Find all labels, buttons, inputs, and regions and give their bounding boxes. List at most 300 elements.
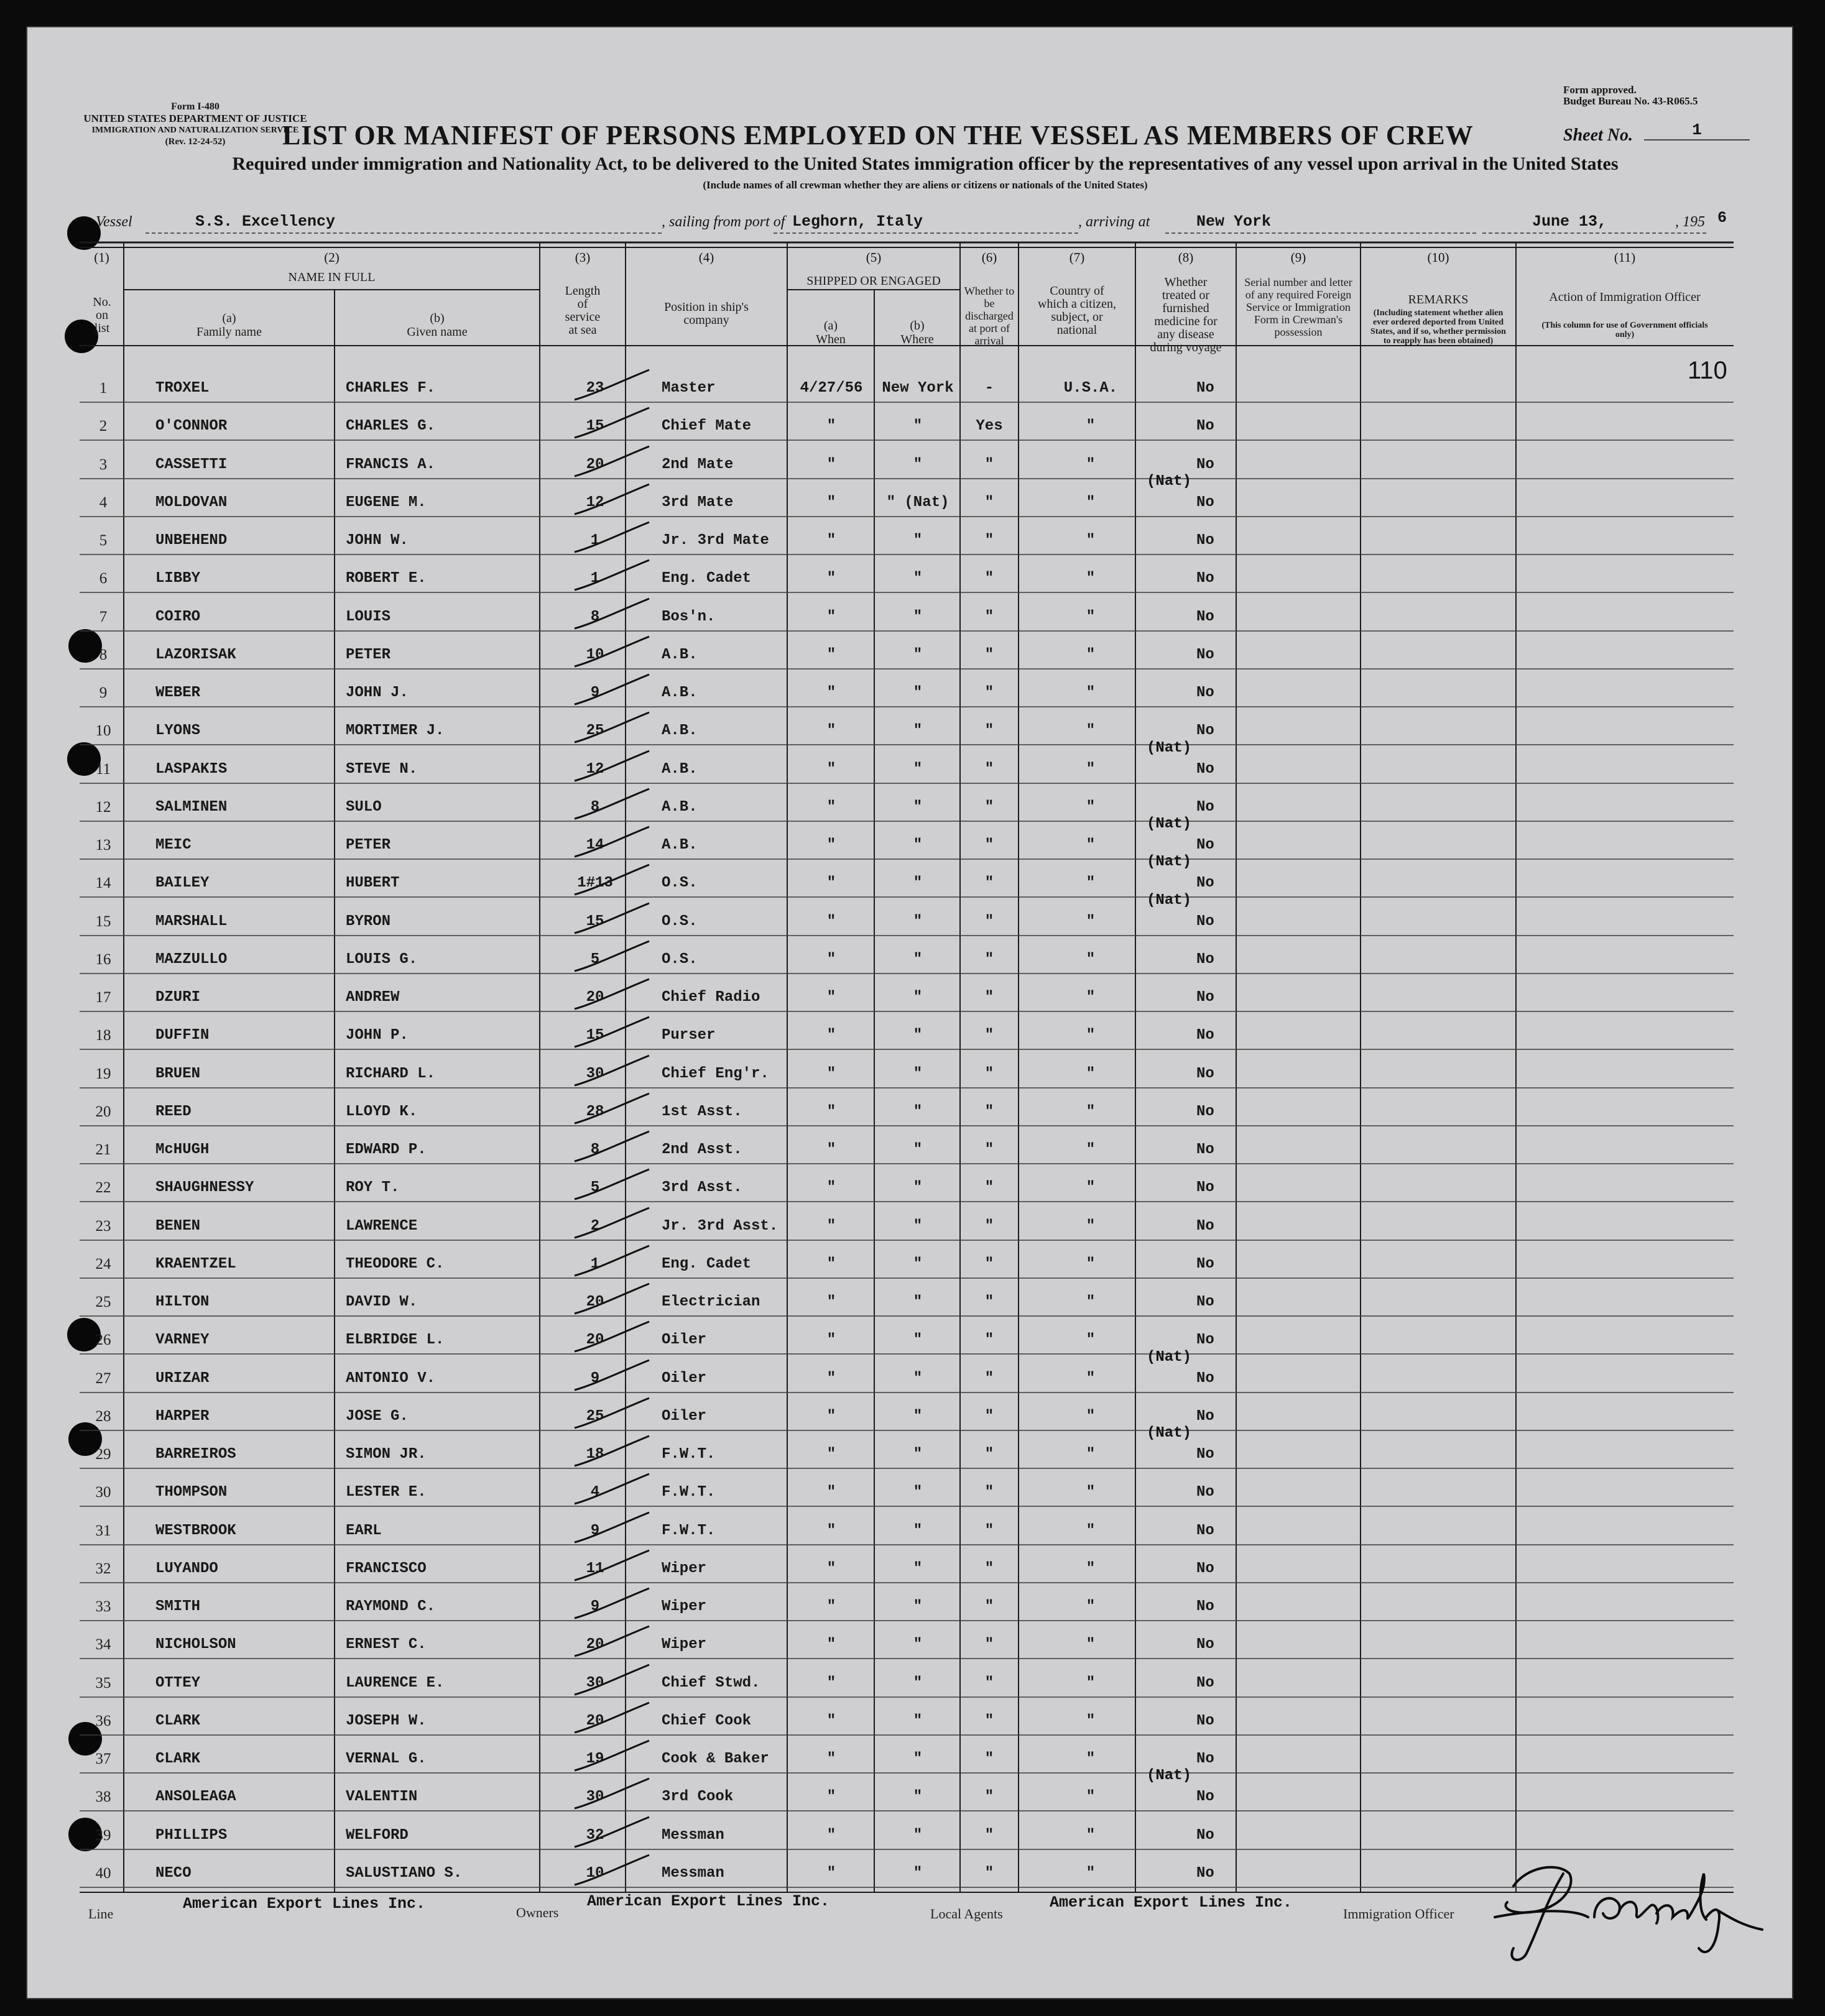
- service-years: 1: [590, 570, 600, 587]
- discharge: ": [984, 1788, 994, 1805]
- medicine: No: [1196, 1141, 1214, 1158]
- col-number: (11): [1614, 250, 1636, 265]
- country: ": [1086, 1027, 1096, 1044]
- country: ": [1086, 1332, 1096, 1348]
- row-number: 4: [99, 494, 108, 511]
- given-name: MORTIMER J.: [346, 722, 445, 739]
- shipped-where: ": [913, 532, 923, 549]
- given-name: STEVE N.: [346, 761, 418, 778]
- shipped-when: ": [826, 1027, 836, 1044]
- service-years: 20: [586, 456, 604, 473]
- service-years: 15: [586, 913, 604, 930]
- country: ": [1086, 1256, 1096, 1273]
- shipped-when: ": [826, 1675, 836, 1692]
- country: ": [1086, 1865, 1096, 1882]
- given-name: SIMON JR.: [346, 1446, 427, 1463]
- family-name: LYONS: [155, 722, 201, 739]
- given-name: ROBERT E.: [346, 570, 427, 587]
- discharge: ": [984, 647, 994, 663]
- year-digit: 6: [1717, 209, 1727, 227]
- given-name: EUGENE M.: [346, 494, 427, 511]
- shipped-where: ": [913, 1827, 923, 1844]
- family-name: LAZORISAK: [155, 647, 236, 663]
- row-number: 17: [95, 989, 111, 1006]
- header-country: Country of which a citizen, subject, or national: [1037, 284, 1117, 337]
- shipped-when: ": [826, 1598, 836, 1615]
- approved-line: Form approved.: [1563, 84, 1637, 96]
- discharge: ": [984, 1865, 994, 1882]
- family-name: CLARK: [155, 1751, 201, 1767]
- shipped-where: ": [913, 1066, 923, 1082]
- shipped-where: ": [913, 875, 923, 891]
- medicine: No: [1196, 1522, 1214, 1539]
- form-number: Form I-480: [171, 101, 219, 112]
- row-number: 12: [95, 799, 111, 816]
- medicine: No: [1196, 837, 1214, 854]
- family-name: DZURI: [155, 989, 201, 1006]
- col-number: (9): [1290, 250, 1306, 265]
- medicine: No: [1196, 913, 1214, 930]
- country: ": [1086, 1675, 1096, 1692]
- service-years: 5: [590, 951, 600, 968]
- country: ": [1086, 1103, 1096, 1120]
- medicine: No: [1196, 494, 1214, 511]
- discharge: ": [984, 1141, 994, 1158]
- given-name: PETER: [346, 647, 391, 663]
- family-name: SHAUGHNESSY: [155, 1179, 254, 1196]
- document-title: LIST OR MANIFEST OF PERSONS EMPLOYED ON THE VESSEL AS MEMBERS OF CREW: [282, 120, 1474, 150]
- row-number: 30: [95, 1484, 111, 1501]
- given-name: JOSEPH W.: [346, 1713, 427, 1729]
- discharge: -: [984, 380, 994, 397]
- shipped-where: ": [913, 1484, 923, 1501]
- row-number: 16: [95, 951, 111, 968]
- shipped-when: ": [826, 532, 836, 549]
- position: Chief Stwd.: [662, 1675, 760, 1692]
- medicine: No: [1196, 1218, 1214, 1235]
- given-name: THEODORE C.: [346, 1256, 445, 1273]
- medicine: No: [1196, 1179, 1214, 1196]
- discharge: ": [984, 1179, 994, 1196]
- country: ": [1086, 1294, 1096, 1310]
- family-name: LIBBY: [155, 570, 201, 587]
- shipped-when: ": [826, 456, 836, 473]
- country: ": [1086, 761, 1096, 778]
- row-number: 6: [99, 570, 108, 587]
- col-number: (4): [698, 250, 714, 265]
- header-5b: (b): [910, 319, 925, 333]
- given-name: ERNEST C.: [346, 1636, 427, 1653]
- manifest-sheet: [27, 27, 1792, 1998]
- medicine: No: [1196, 1598, 1214, 1615]
- col-number: (7): [1069, 250, 1085, 265]
- header-2b: (b): [430, 311, 445, 325]
- service-years: 32: [586, 1827, 604, 1844]
- family-name: LASPAKIS: [155, 761, 228, 778]
- shipped-when: ": [826, 1522, 836, 1539]
- given-name: JOSE G.: [346, 1408, 409, 1425]
- family-name: CLARK: [155, 1713, 201, 1729]
- row-number: 5: [99, 532, 108, 549]
- given-name: LESTER E.: [346, 1484, 427, 1501]
- row-number: 27: [95, 1370, 111, 1387]
- service-years: 9: [590, 1598, 600, 1615]
- shipped-when: ": [826, 1370, 836, 1387]
- medicine: No: [1196, 684, 1214, 701]
- discharge: ": [984, 1598, 994, 1615]
- family-name: SMITH: [155, 1598, 201, 1615]
- discharge: ": [984, 875, 994, 891]
- shipped-when: ": [826, 684, 836, 701]
- row-number: 10: [95, 722, 111, 739]
- row-number: 28: [95, 1408, 111, 1425]
- shipped-when: ": [826, 722, 836, 739]
- shipped-when: ": [826, 1141, 836, 1158]
- departure-port: Leghorn, Italy: [792, 213, 923, 231]
- line-label: Line: [88, 1906, 114, 1922]
- country: ": [1086, 1636, 1096, 1653]
- discharge: ": [984, 1446, 994, 1463]
- discharge: ": [984, 532, 994, 549]
- given-name: ANTONIO V.: [346, 1370, 436, 1387]
- line-value: American Export Lines Inc.: [183, 1895, 426, 1913]
- country: ": [1086, 989, 1096, 1006]
- row-number: 19: [95, 1066, 111, 1082]
- row-number: 39: [95, 1827, 111, 1844]
- medicine: No: [1196, 1103, 1214, 1120]
- shipped-when: ": [826, 1827, 836, 1844]
- country: ": [1086, 1827, 1096, 1844]
- row-number: 23: [95, 1218, 111, 1235]
- shipped-where: ": [913, 684, 923, 701]
- family-name: BARREIROS: [155, 1446, 236, 1463]
- position: Bos'n.: [662, 609, 716, 625]
- shipped-when: ": [826, 837, 836, 854]
- medicine: No: [1196, 1027, 1214, 1044]
- position: A.B.: [662, 799, 698, 816]
- shipped-where: ": [913, 1751, 923, 1767]
- shipped-where: New York: [882, 380, 954, 397]
- family-name: TROXEL: [155, 380, 210, 397]
- col-number: (2): [324, 250, 340, 265]
- given-name: RICHARD L.: [346, 1066, 436, 1082]
- position: 1st Asst.: [662, 1103, 742, 1120]
- family-name: UNBEHEND: [155, 532, 228, 549]
- given-name: EARL: [346, 1522, 382, 1539]
- country: ": [1086, 799, 1096, 816]
- shipped-when: ": [826, 799, 836, 816]
- position: F.W.T.: [662, 1484, 716, 1501]
- discharge: ": [984, 1103, 994, 1120]
- shipped-where: ": [913, 1522, 923, 1539]
- family-name: McHUGH: [155, 1141, 210, 1158]
- naturalized-note: (Nat): [1147, 816, 1192, 832]
- medicine: No: [1196, 1294, 1214, 1310]
- given-name: ANDREW: [346, 989, 400, 1006]
- shipped-where: ": [913, 951, 923, 968]
- discharge: ": [984, 1066, 994, 1082]
- service-years: 2: [590, 1218, 600, 1235]
- shipped-where: ": [913, 1446, 923, 1463]
- discharge: ": [984, 456, 994, 473]
- shipped-where: ": [913, 1218, 923, 1235]
- given-name: HUBERT: [346, 875, 400, 891]
- discharge: ": [984, 1218, 994, 1235]
- medicine: No: [1196, 1788, 1214, 1805]
- shipped-where: " (Nat): [886, 494, 949, 511]
- row-number: 22: [95, 1179, 111, 1196]
- arriving-label: , arriving at: [1078, 214, 1150, 230]
- service-years: 11: [586, 1560, 604, 1577]
- discharge: Yes: [976, 418, 1003, 435]
- naturalized-note: (Nat): [1147, 473, 1192, 490]
- given-name: VERNAL G.: [346, 1751, 427, 1767]
- country: ": [1086, 684, 1096, 701]
- position: Messman: [662, 1827, 724, 1844]
- service-years: 20: [586, 1294, 604, 1310]
- arrival-port: New York: [1196, 213, 1272, 231]
- service-years: 20: [586, 989, 604, 1006]
- shipped-where: ": [913, 609, 923, 625]
- shipped-when: ": [826, 1179, 836, 1196]
- country: ": [1086, 1598, 1096, 1615]
- service-years: 25: [586, 722, 604, 739]
- service-years: 30: [586, 1788, 604, 1805]
- family-name: MOLDOVAN: [155, 494, 228, 511]
- local-agents-value: American Export Lines Inc.: [1050, 1894, 1293, 1912]
- sailing-label: , sailing from port of: [662, 214, 785, 230]
- header-action-of-officer: Action of Immigration Officer: [1549, 290, 1701, 304]
- service-years: 15: [586, 418, 604, 435]
- country: ": [1086, 1484, 1096, 1501]
- shipped-where: ": [913, 1865, 923, 1882]
- shipped-where: ": [913, 1256, 923, 1273]
- given-name: LOUIS G.: [346, 951, 418, 968]
- document-subtitle: Required under immigration and Nationality Act, to be delivered to the United States immigration officer by the representatives of any vessel upon arrival in the United States: [232, 154, 1619, 174]
- given-name: SALUSTIANO S.: [346, 1865, 463, 1882]
- medicine: No: [1196, 1827, 1214, 1844]
- discharge: ": [984, 1332, 994, 1348]
- medicine: No: [1196, 1408, 1214, 1425]
- medicine: No: [1196, 989, 1214, 1006]
- discharge: ": [984, 1027, 994, 1044]
- family-name: WEBER: [155, 684, 201, 701]
- shipped-when: ": [826, 1256, 836, 1273]
- family-name: MEIC: [155, 837, 192, 854]
- shipped-when: ": [826, 875, 836, 891]
- discharge: ": [984, 1370, 994, 1387]
- discharge: ": [984, 1256, 994, 1273]
- family-name: NICHOLSON: [155, 1636, 236, 1653]
- discharge: ": [984, 570, 994, 587]
- country: ": [1086, 1218, 1096, 1235]
- family-name: OTTEY: [155, 1675, 201, 1692]
- col-number: (5): [866, 250, 882, 265]
- row-number: 33: [95, 1598, 111, 1615]
- position: A.B.: [662, 722, 698, 739]
- service-years: 10: [586, 1865, 604, 1882]
- family-name: WESTBROOK: [155, 1522, 236, 1539]
- shipped-where: ": [913, 1560, 923, 1577]
- row-number: 26: [95, 1332, 111, 1348]
- position: Purser: [662, 1027, 716, 1044]
- service-years: 8: [590, 799, 600, 816]
- medicine: No: [1196, 761, 1214, 778]
- position: Wiper: [662, 1598, 707, 1615]
- row-number: 31: [95, 1522, 111, 1539]
- col-number: (8): [1178, 250, 1194, 265]
- given-name: LAWRENCE: [346, 1218, 418, 1235]
- col-number: (1): [94, 250, 109, 265]
- header-action-note: (This column for use of Government officials only): [1541, 321, 1708, 339]
- medicine: No: [1196, 1332, 1214, 1348]
- service-years: 20: [586, 1636, 604, 1653]
- family-name: URIZAR: [155, 1370, 210, 1387]
- shipped-where: ": [913, 1675, 923, 1692]
- position: 3rd Asst.: [662, 1179, 742, 1196]
- family-name: COIRO: [155, 609, 201, 625]
- service-years: 12: [586, 494, 604, 511]
- discharge: ": [984, 761, 994, 778]
- discharge: ": [984, 1713, 994, 1729]
- naturalized-note: (Nat): [1147, 1349, 1192, 1366]
- shipped-when: ": [826, 494, 836, 511]
- given-name: LOUIS: [346, 609, 391, 625]
- service-years: 12: [586, 761, 604, 778]
- discharge: ": [984, 951, 994, 968]
- medicine: No: [1196, 1484, 1214, 1501]
- shipped-when: ": [826, 1446, 836, 1463]
- service-years: 19: [586, 1751, 604, 1767]
- header-serial-number: Serial number and letter of any required Foreign Service or Immigration Form in Crewman's possession: [1244, 276, 1352, 338]
- shipped-where: ": [913, 761, 923, 778]
- country: ": [1086, 1751, 1096, 1767]
- shipped-when: ": [826, 1066, 836, 1082]
- shipped-when: ": [826, 761, 836, 778]
- given-name: CHARLES F.: [346, 380, 436, 397]
- position: Cook & Baker: [662, 1751, 769, 1767]
- given-name: FRANCIS A.: [346, 456, 436, 473]
- position: Messman: [662, 1865, 724, 1882]
- discharge: ": [984, 1751, 994, 1767]
- shipped-where: ": [913, 1636, 923, 1653]
- discharge: ": [984, 1294, 994, 1310]
- medicine: No: [1196, 799, 1214, 816]
- medicine: No: [1196, 875, 1214, 891]
- given-name: WELFORD: [346, 1827, 409, 1844]
- family-name: BRUEN: [155, 1066, 201, 1082]
- position: A.B.: [662, 837, 698, 854]
- position: 2nd Mate: [662, 456, 734, 473]
- shipped-when: ": [826, 418, 836, 435]
- position: 3rd Mate: [662, 494, 734, 511]
- country: ": [1086, 1560, 1096, 1577]
- country: ": [1086, 647, 1096, 663]
- medicine: No: [1196, 1370, 1214, 1387]
- header-when: When: [816, 333, 846, 346]
- medicine: No: [1196, 951, 1214, 968]
- row-number: 9: [99, 684, 108, 701]
- header-no-on-list: No. on list: [93, 295, 111, 335]
- row-number: 34: [95, 1636, 111, 1653]
- discharge: ": [984, 494, 994, 511]
- position: 2nd Asst.: [662, 1141, 742, 1158]
- discharge: ": [984, 1827, 994, 1844]
- discharge: ": [984, 913, 994, 930]
- medicine: No: [1196, 1751, 1214, 1767]
- position: Chief Cook: [662, 1713, 752, 1729]
- family-name: MAZZULLO: [155, 951, 228, 968]
- medicine: No: [1196, 722, 1214, 739]
- service-years: 28: [586, 1103, 604, 1120]
- row-number: 24: [95, 1256, 111, 1273]
- service-years: 8: [590, 1141, 600, 1158]
- discharge: ": [984, 722, 994, 739]
- family-name: KRAENTZEL: [155, 1256, 236, 1273]
- header-position: Position in ship's company: [664, 300, 749, 327]
- owners-value: American Export Lines Inc.: [587, 1892, 830, 1910]
- shipped-when: ": [826, 647, 836, 663]
- header-family-name: Family name: [196, 325, 262, 339]
- row-number: 18: [95, 1027, 111, 1044]
- naturalized-note: (Nat): [1147, 740, 1192, 757]
- country: ": [1086, 456, 1096, 473]
- header-medicine: Whether treated or furnished medicine for any disease during voyage: [1150, 275, 1222, 354]
- country: ": [1086, 722, 1096, 739]
- medicine: No: [1196, 1256, 1214, 1273]
- medicine: No: [1196, 1865, 1214, 1882]
- position: Oiler: [662, 1408, 707, 1425]
- shipped-where: ": [913, 456, 923, 473]
- row-number: 11: [95, 761, 111, 778]
- col-number: (10): [1427, 250, 1449, 265]
- given-name: RAYMOND C.: [346, 1598, 436, 1615]
- service-years: 1: [590, 532, 600, 549]
- discharge: ": [984, 609, 994, 625]
- shipped-when: ": [826, 951, 836, 968]
- position: Jr. 3rd Mate: [662, 532, 769, 549]
- family-name: PHILLIPS: [155, 1827, 228, 1844]
- vessel-name: S.S. Excellency: [195, 213, 336, 231]
- year-label: , 195: [1675, 214, 1705, 230]
- shipped-when: ": [826, 1332, 836, 1348]
- given-name: CHARLES G.: [346, 418, 436, 435]
- family-name: ANSOLEAGA: [155, 1788, 236, 1805]
- position: Eng. Cadet: [662, 1256, 752, 1273]
- position: A.B.: [662, 761, 698, 778]
- sheet-label: Sheet No.: [1563, 126, 1633, 145]
- budget-bureau-line: Budget Bureau No. 43-R065.5: [1563, 95, 1698, 107]
- given-name: DAVID W.: [346, 1294, 418, 1310]
- position: O.S.: [662, 951, 698, 968]
- position: Chief Eng'r.: [662, 1066, 769, 1082]
- col-number: (3): [575, 250, 591, 265]
- family-name: HILTON: [155, 1294, 210, 1310]
- medicine: No: [1196, 1636, 1214, 1653]
- position: Eng. Cadet: [662, 570, 752, 587]
- row-number: 37: [95, 1751, 111, 1767]
- header-remarks: REMARKS: [1408, 293, 1469, 306]
- position: A.B.: [662, 647, 698, 663]
- given-name: ELBRIDGE L.: [346, 1332, 445, 1348]
- family-name: REED: [155, 1103, 192, 1120]
- sheet-number: 1: [1644, 121, 1750, 140]
- shipped-when: ": [826, 913, 836, 930]
- row-number: 29: [95, 1446, 111, 1463]
- naturalized-note: (Nat): [1147, 1767, 1192, 1784]
- service-years: 23: [586, 380, 604, 397]
- given-name: ROY T.: [346, 1179, 400, 1196]
